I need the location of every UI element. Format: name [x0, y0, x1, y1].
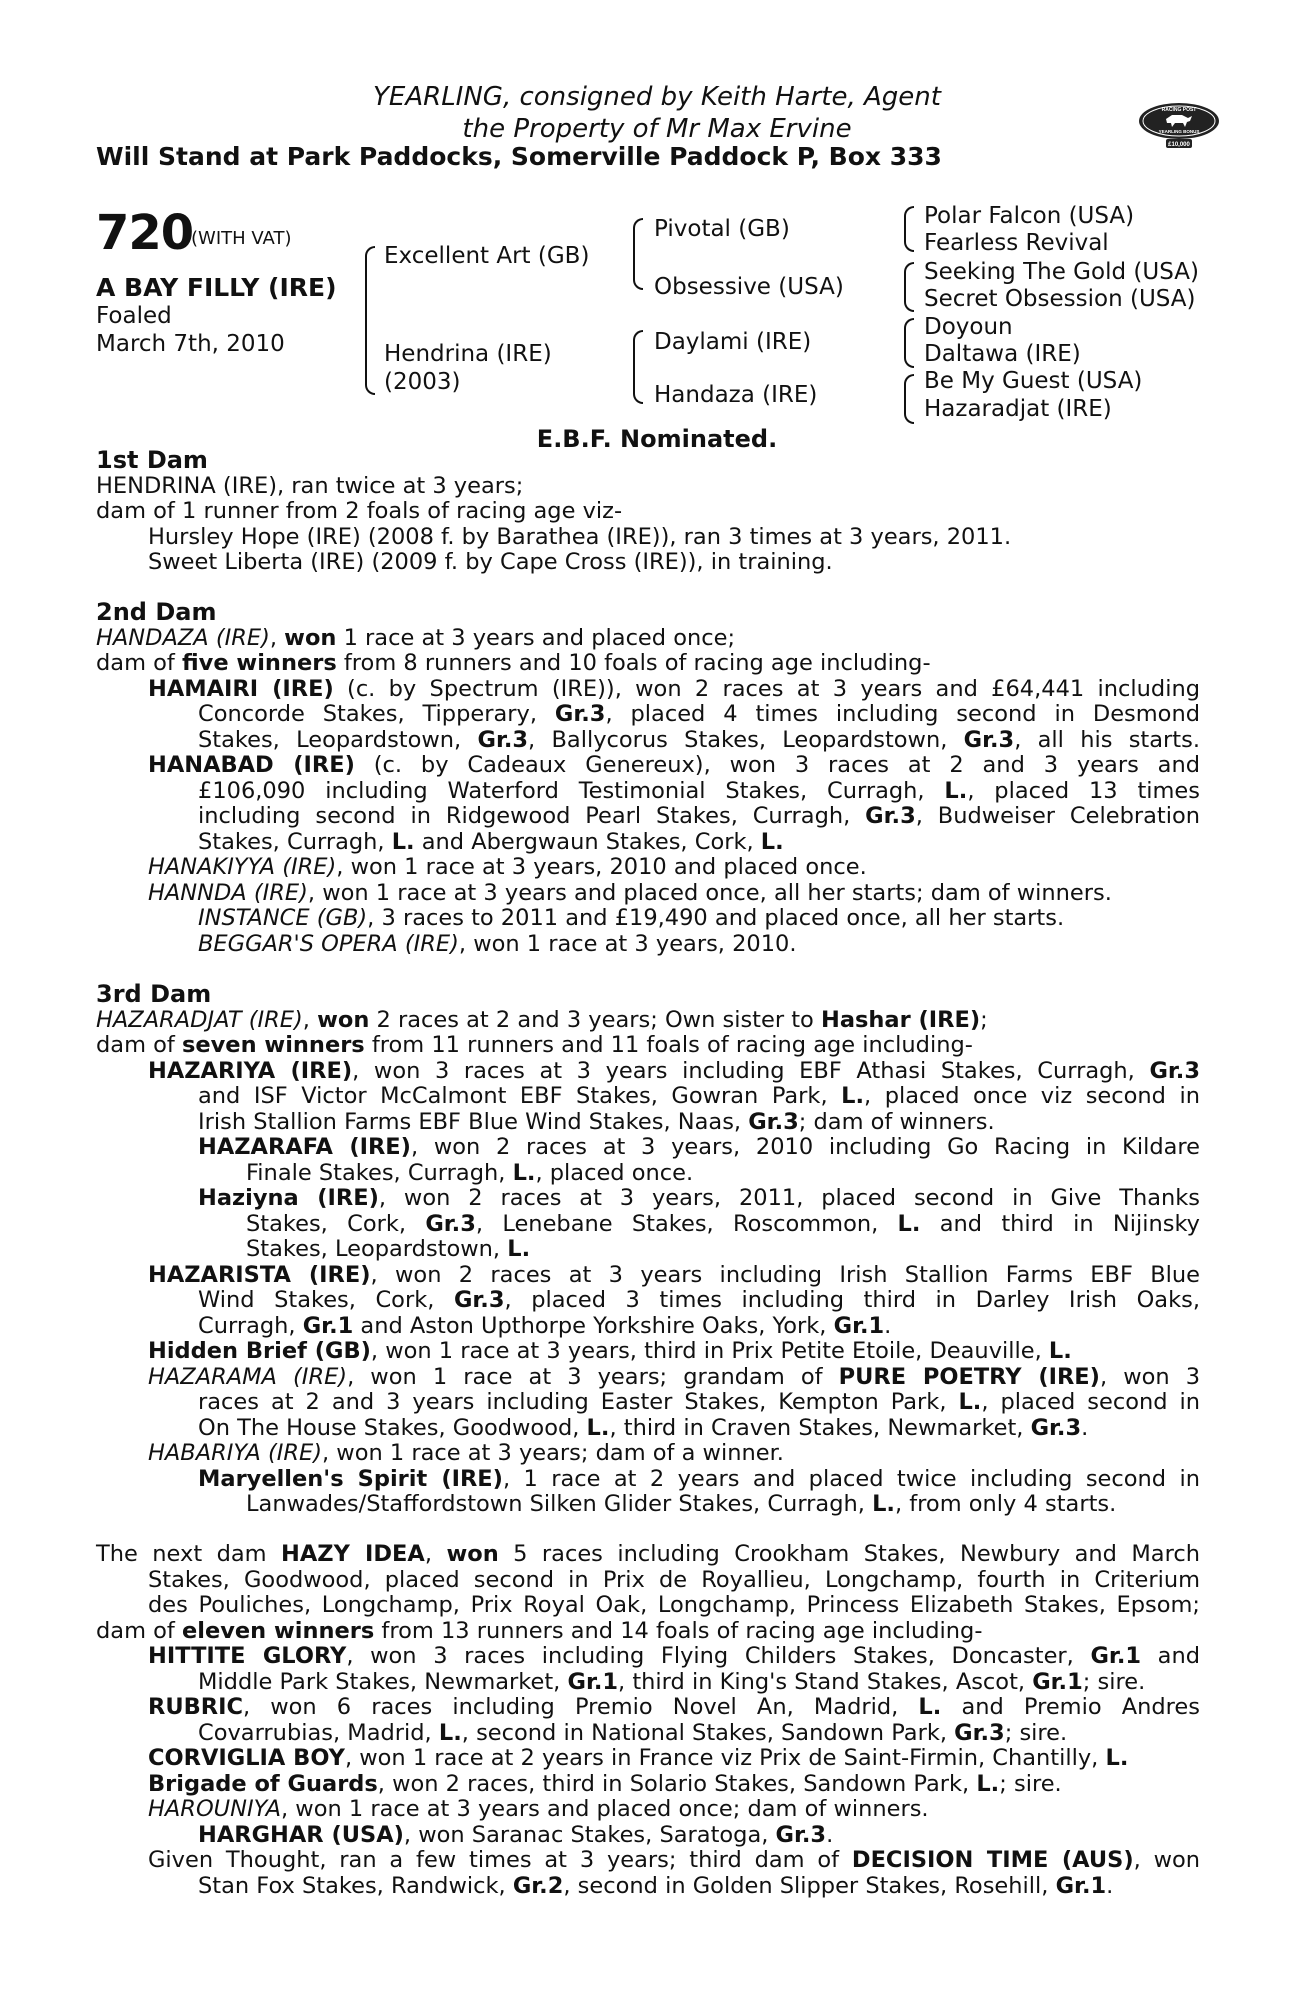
third-dam-section [96, 982, 1200, 1518]
second-dam-section [96, 600, 1200, 957]
foaled-date: March 7th, 2010 [96, 331, 285, 357]
text-line: HAMAIRI (IRE) (c. by Spectrum (IRE)), won 2 races at 3 years and £64,441 including [148, 675, 1200, 702]
ebf-nominated: E.B.F. Nominated. [536, 425, 778, 453]
text-line: HANAKIYYA (IRE), won 1 race at 3 years, 2010 and placed once. [148, 854, 867, 880]
text-line: HANNDA (IRE), won 1 race at 3 years and placed once, all her starts; dam of winners. [148, 879, 1112, 906]
dam-dam: Handaza (IRE) [654, 382, 818, 408]
text-line: HAZARISTA (IRE), won 2 races at 3 years including Irish Stallion Farms EBF Blue [148, 1261, 1201, 1288]
text-line: dam of 1 runner from 2 foals of racing age viz- [96, 498, 623, 524]
text-line: races at 2 and 3 years including Easter Stakes, Kempton Park, L., placed second in [198, 1389, 1200, 1415]
text-line: HITTITE GLORY, won 3 races including Flying Childers Stakes, Doncaster, Gr.1 and [148, 1643, 1201, 1669]
text-line: and ISF Victor McCalmont EBF Stakes, Gowran Park, L., placed once viz second in [198, 1083, 1200, 1109]
dam-name: Hendrina (IRE) [384, 341, 552, 367]
pedigree-bracket-3d [904, 374, 914, 424]
text-line: HAZARAMA (IRE), won 1 race at 3 years; grandam of PURE POETRY (IRE), won 3 [148, 1363, 1201, 1390]
text-line: HABARIYA (IRE), won 1 race at 3 years; dam of a winner. [148, 1440, 784, 1466]
text-line: Middle Park Stakes, Newmarket, Gr.1, third in King's Stand Stakes, Ascot, Gr.1; sire. [198, 1668, 1146, 1695]
pedigree-bracket-2b [633, 330, 643, 404]
text-line: Stakes, Goodwood, placed second in Prix de Royallieu, Longchamp, fourth in Criterium [148, 1566, 1200, 1593]
sss: Polar Falcon (USA) [924, 203, 1135, 229]
pedigree-bracket-3b [904, 262, 914, 312]
text-line: Maryellen's Spirit (IRE), 1 race at 2 years and placed twice including second in [198, 1465, 1200, 1492]
pedigree-bracket-3a [904, 206, 914, 252]
yearling-bonus-badge [1136, 97, 1222, 149]
text-line: including second in Ridgewood Pearl Stakes, Curragh, Gr.3, Budweiser Celebration [198, 803, 1200, 829]
vat-note: (WITH VAT) [191, 228, 292, 249]
text-line: INSTANCE (GB), 3 races to 2011 and £19,490 and placed once, all her starts. [198, 905, 1065, 931]
text-line: dam of eleven winners from 13 runners and 14 foals of racing age including- [96, 1617, 983, 1644]
dam-year: (2003) [384, 369, 461, 395]
text-line: Wind Stakes, Cork, Gr.3, placed 3 times including third in Darley Irish Oaks, [198, 1287, 1200, 1313]
property-line: the Property of Mr Max Ervine [462, 114, 852, 144]
svg-text:RACING POST: RACING POST [1161, 107, 1197, 113]
text-line: Stakes, Cork, Gr.3, Lenebane Stakes, Roscommon, L. and third in Nijinsky [246, 1210, 1200, 1237]
sire-sire: Pivotal (GB) [654, 216, 790, 242]
text-line: Given Thought, ran a few times at 3 years; third dam of DECISION TIME (AUS), won [148, 1847, 1201, 1873]
pedigree-bracket-3c [904, 318, 914, 368]
text-line: Haziyna (IRE), won 2 races at 3 years, 2011, placed second in Give Thanks [198, 1185, 1200, 1211]
foaled-block [96, 302, 285, 358]
first-dam-section [96, 448, 1200, 576]
text-line: Sweet Liberta (IRE) (2009 f. by Cape Cross (IRE)), in training. [148, 549, 833, 575]
text-line: Stakes, Leopardstown, L. [246, 1236, 531, 1262]
svg-text:£10,000: £10,000 [1168, 142, 1190, 148]
text-line: HANABAD (IRE) (c. by Cadeaux Genereux), won 3 races at 2 and 3 years and [148, 752, 1200, 778]
dam-sire: Daylami (IRE) [654, 329, 812, 355]
dss: Doyoun [924, 314, 1013, 340]
sire: Excellent Art (GB) [384, 243, 590, 269]
text-line: On The House Stakes, Goodwood, L., third in Craven Stakes, Newmarket, Gr.3. [198, 1414, 1089, 1441]
text-line: Hursley Hope (IRE) (2008 f. by Barathea (IRE)), ran 3 times at 3 years, 2011. [148, 523, 1012, 550]
dds: Be My Guest (USA) [924, 368, 1143, 394]
text-line: CORVIGLIA BOY, won 1 race at 2 years in France viz Prix de Saint-Firmin, Chantilly, L. [148, 1745, 1129, 1771]
horse-description: A BAY FILLY (IRE) [96, 273, 337, 302]
text-line: HANDAZA (IRE), won 1 race at 3 years and placed once; [96, 624, 736, 651]
text-line: HAROUNIYA, won 1 race at 3 years and placed once; dam of winners. [148, 1796, 929, 1822]
sire-dam: Obsessive (USA) [654, 274, 844, 300]
text-line: Brigade of Guards, won 2 races, third in Solario Stakes, Sandown Park, L.; sire. [148, 1770, 1062, 1797]
text-line: Hidden Brief (GB), won 1 race at 3 years, third in Prix Petite Etoile, Deauville, L. [148, 1338, 1072, 1364]
lot-number: 720 [96, 205, 194, 261]
section-title: 2nd Dam [96, 598, 217, 626]
ssd: Fearless Revival [924, 230, 1109, 256]
text-line: Finale Stakes, Curragh, L., placed once. [246, 1159, 694, 1186]
text-line: Stakes, Leopardstown, Gr.3, Ballycorus Stakes, Leopardstown, Gr.3, all his starts. [198, 726, 1200, 753]
consignment-line: YEARLING, consigned by Keith Harte, Agent [373, 82, 941, 112]
text-line: Stakes, Curragh, L. and Abergwaun Stakes, Cork, L. [198, 828, 784, 855]
text-line: HARGHAR (USA), won Saranac Stakes, Saratoga, Gr.3. [198, 1821, 834, 1848]
stand-location: Will Stand at Park Paddocks, Somerville Paddock P, Box 333 [96, 142, 942, 171]
foaled-label: Foaled [96, 303, 172, 329]
text-line: HENDRINA (IRE), ran twice at 3 years; [96, 472, 524, 499]
text-line: Stan Fox Stakes, Randwick, Gr.2, second in Golden Slipper Stakes, Rosehill, Gr.1. [198, 1872, 1114, 1899]
text-line: Covarrubias, Madrid, L., second in National Stakes, Sandown Park, Gr.3; sire. [198, 1719, 1068, 1746]
text-line: HAZARADJAT (IRE), won 2 races at 2 and 3 years; Own sister to Hashar (IRE); [96, 1006, 988, 1033]
sdd: Secret Obsession (USA) [924, 286, 1196, 312]
text-line: HAZARIYA (IRE), won 3 races at 3 years including EBF Athasi Stakes, Curragh, Gr.3 [148, 1057, 1200, 1084]
text-line: dam of seven winners from 11 runners and 11 foals of racing age including- [96, 1032, 973, 1058]
text-line: Concorde Stakes, Tipperary, Gr.3, placed 4 times including second in Desmond [198, 701, 1200, 727]
text-line: dam of five winners from 8 runners and 10 foals of racing age including- [96, 650, 931, 676]
pedigree-bracket-2a [633, 218, 643, 290]
sds: Seeking The Gold (USA) [924, 259, 1199, 285]
section-title: 1st Dam [96, 446, 208, 474]
next-dam-section [96, 1542, 1200, 1899]
text-line: HAZARAFA (IRE), won 2 races at 3 years, 2010 including Go Racing in Kildare [198, 1134, 1200, 1160]
ddd: Hazaradjat (IRE) [924, 396, 1112, 422]
dsd: Daltawa (IRE) [924, 341, 1081, 367]
pedigree-bracket-1 [365, 246, 375, 395]
text-line: The next dam HAZY IDEA, won 5 races including Crookham Stakes, Newbury and March [96, 1541, 1200, 1567]
svg-text:YEARLING BONUS: YEARLING BONUS [1158, 129, 1200, 134]
text-line: Irish Stallion Farms EBF Blue Wind Stakes, Naas, Gr.3; dam of winners. [198, 1108, 995, 1135]
text-line: Curragh, Gr.1 and Aston Upthorpe Yorkshire Oaks, York, Gr.1. [198, 1312, 892, 1339]
text-line: des Pouliches, Longchamp, Prix Royal Oak, Longchamp, Princess Elizabeth Stakes, Epsom; [148, 1592, 1200, 1618]
text-line: Lanwades/Staffordstown Silken Glider Stakes, Curragh, L., from only 4 starts. [246, 1491, 1117, 1517]
text-line: BEGGAR'S OPERA (IRE), won 1 race at 3 years, 2010. [198, 930, 797, 957]
section-title: 3rd Dam [96, 980, 212, 1008]
text-line: £106,090 including Waterford Testimonial Stakes, Curragh, L., placed 13 times [198, 777, 1200, 804]
text-line: RUBRIC, won 6 races including Premio Novel An, Madrid, L. and Premio Andres [148, 1694, 1200, 1720]
